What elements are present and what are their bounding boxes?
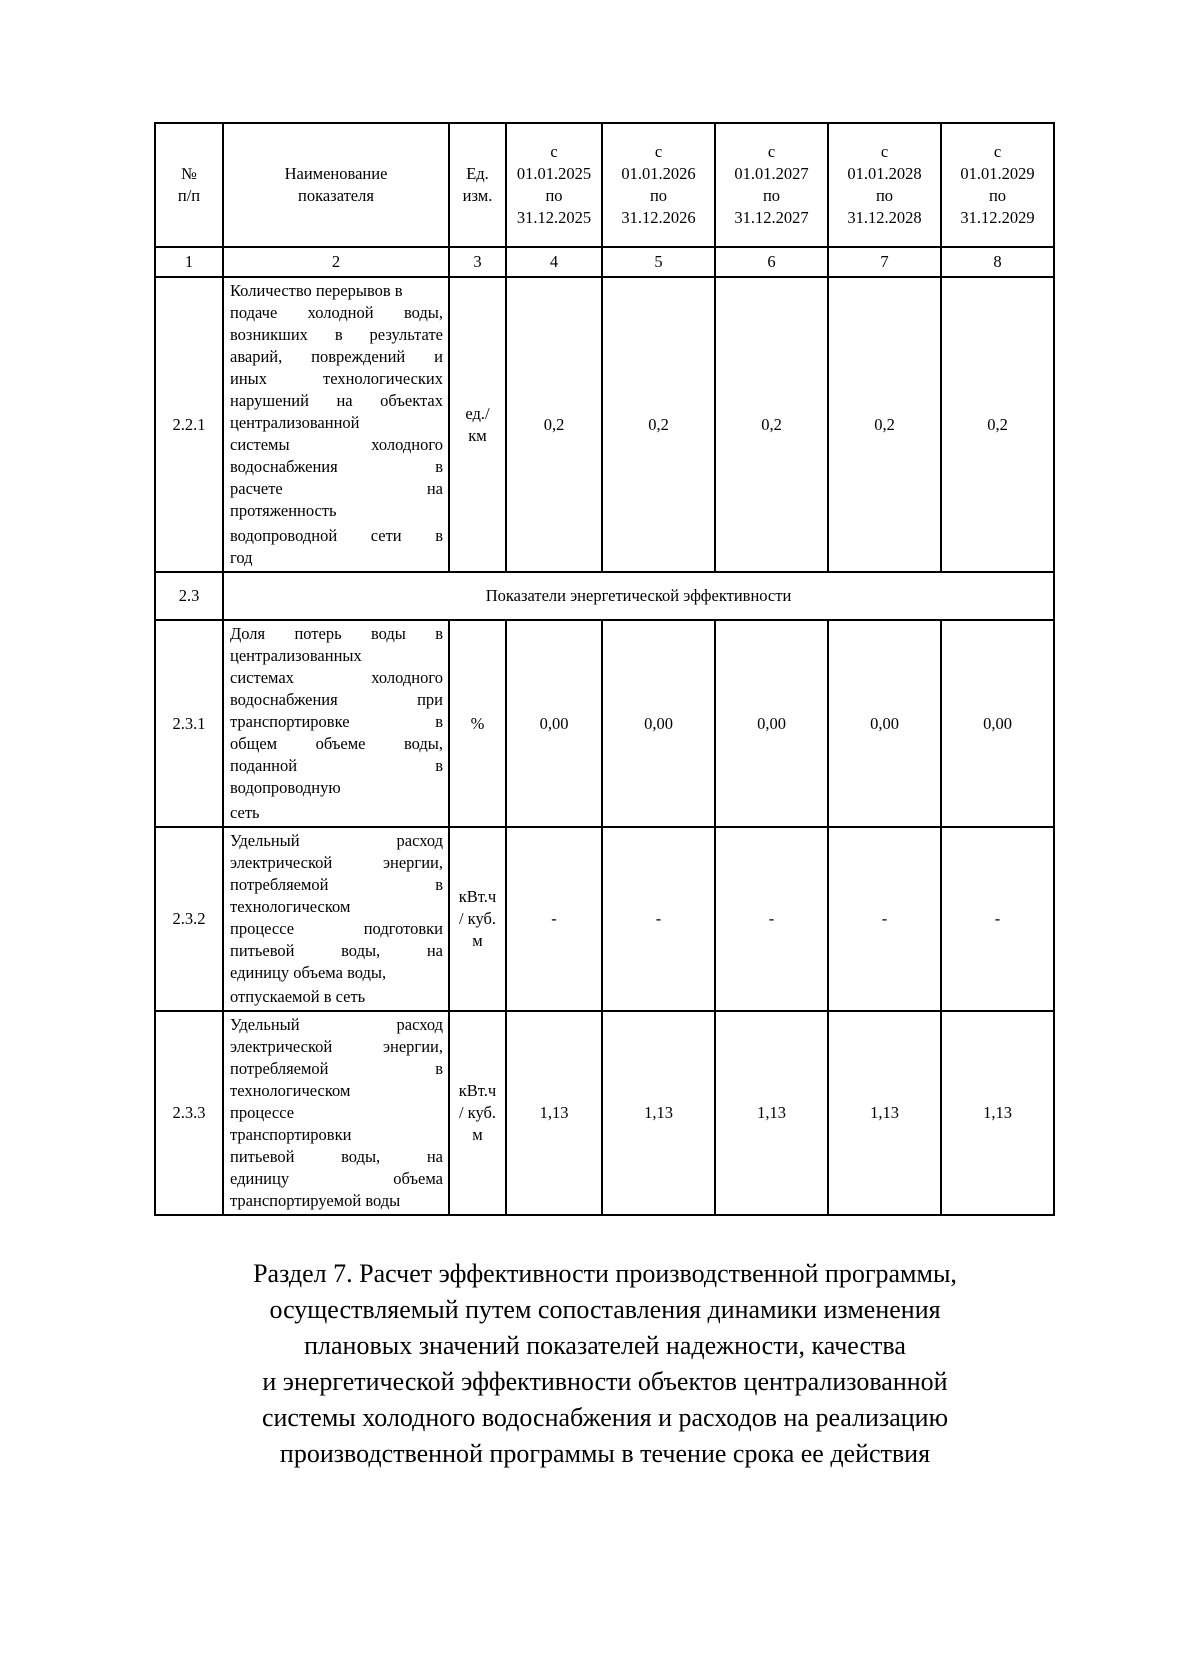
header-period-2028 [828, 123, 941, 247]
value-2029: - [941, 827, 1054, 1011]
period-line: 01.01.2025 [516, 164, 592, 183]
value-2026: - [602, 827, 715, 1011]
indicators-table [154, 122, 1055, 1216]
table-row-2-3-1 [155, 620, 1054, 827]
name-line: транспортировки [230, 1125, 352, 1144]
unit-line: кВт.ч [458, 887, 497, 906]
name-line: аварий, повреждений и [230, 347, 443, 366]
period-line: 01.01.2029 [960, 164, 1035, 183]
row-number: 2.3 [155, 572, 223, 620]
header-unit [449, 123, 506, 247]
section-heading [160, 1256, 1050, 1472]
indicator-name [223, 277, 449, 572]
header-name-line: Наименование [284, 164, 388, 183]
column-number: 7 [828, 247, 941, 277]
period-line: по [545, 186, 563, 205]
period-line: по [649, 186, 668, 205]
name-line: транспортировке в [230, 712, 443, 731]
column-number: 1 [155, 247, 223, 277]
name-line: системах холодного [230, 668, 443, 687]
header-period-2027 [715, 123, 828, 247]
header-period-2025 [506, 123, 602, 247]
value-2027: - [715, 827, 828, 1011]
name-line: водоснабжения при [230, 690, 443, 709]
name-line: электрической энергии, [230, 1037, 443, 1056]
column-number: 6 [715, 247, 828, 277]
unit [449, 1011, 506, 1215]
value-2025: 1,13 [506, 1011, 602, 1215]
section-title: Показатели энергетической эффективности [223, 572, 1054, 620]
heading-line: производственной программы в течение срока ее действия [279, 1439, 931, 1468]
name-line: возникших в результате [230, 325, 443, 344]
row-number: 2.3.2 [155, 827, 223, 1011]
value-2026: 1,13 [602, 1011, 715, 1215]
name-line: технологическом [230, 897, 351, 916]
period-line: 31.12.2029 [960, 208, 1035, 227]
name-line: нарушений на объектах [230, 391, 443, 410]
name-line: питьевой воды, на [230, 1147, 443, 1166]
value-2028: - [828, 827, 941, 1011]
value-2025: 0,2 [506, 277, 602, 572]
value-2028: 0,2 [828, 277, 941, 572]
period-line: 31.12.2026 [621, 208, 696, 227]
unit [449, 827, 506, 1011]
name-line: единицу объема воды, [230, 963, 387, 982]
value-2026: 0,2 [602, 277, 715, 572]
value-2029: 1,13 [941, 1011, 1054, 1215]
period-line: 31.12.2025 [516, 208, 592, 227]
unit-line: / куб. [458, 909, 497, 928]
period-line: с [767, 142, 776, 161]
column-number: 4 [506, 247, 602, 277]
period-line: 31.12.2028 [847, 208, 922, 227]
header-unit-line: изм. [462, 186, 493, 205]
name-line: Количество перерывов в [230, 281, 403, 300]
value-2027: 0,2 [715, 277, 828, 572]
value-2029: 0,2 [941, 277, 1054, 572]
name-line: единицу объема [230, 1169, 443, 1188]
header-name-line: показателя [298, 186, 374, 205]
name-line: Доля потерь воды в [230, 624, 443, 643]
header-period-2026 [602, 123, 715, 247]
period-line: по [875, 186, 894, 205]
period-line: с [993, 142, 1002, 161]
name-line: процессе подготовки [230, 919, 443, 938]
table-row-2-3-3 [155, 1011, 1054, 1215]
indicator-name [223, 827, 449, 1011]
value-2025: 0,00 [506, 620, 602, 827]
value-2028: 0,00 [828, 620, 941, 827]
unit-line: м [472, 1125, 483, 1144]
heading-line: осуществляемый путем сопоставления динамики изменения [269, 1295, 941, 1324]
name-line: Удельный расход [230, 831, 443, 850]
table-row-2-2-1 [155, 277, 1054, 572]
name-line: процессе [230, 1103, 295, 1122]
value-2029: 0,00 [941, 620, 1054, 827]
row-number: 2.3.3 [155, 1011, 223, 1215]
header-number-line: № [181, 164, 197, 183]
value-2028: 1,13 [828, 1011, 941, 1215]
name-line: электрической энергии, [230, 853, 443, 872]
name-line: Удельный расход [230, 1015, 443, 1034]
unit-line: кВт.ч [458, 1081, 497, 1100]
indicator-name [223, 1011, 449, 1215]
value-2027: 1,13 [715, 1011, 828, 1215]
name-line: водоснабжения в [230, 457, 443, 476]
name-line: поданной в [230, 756, 443, 775]
name-line: иных технологических [230, 369, 443, 388]
table-row-section-2-3 [155, 572, 1054, 620]
unit-line: / куб. [458, 1103, 497, 1122]
name-line: потребляемой в [230, 875, 443, 894]
period-line: 01.01.2028 [847, 164, 922, 183]
value-2027: 0,00 [715, 620, 828, 827]
unit-line: ед./ [465, 403, 490, 423]
name-line: подаче холодной воды, [230, 303, 443, 322]
period-line: 01.01.2026 [621, 164, 696, 183]
period-line: 01.01.2027 [734, 164, 809, 183]
heading-line: и энергетической эффективности объектов централизованной [262, 1367, 948, 1396]
header-unit-line: Ед. [466, 164, 489, 183]
name-line: протяженность [230, 501, 337, 520]
name-line: питьевой воды, на [230, 941, 443, 960]
column-number: 3 [449, 247, 506, 277]
name-line: технологическом [230, 1081, 351, 1100]
column-number: 2 [223, 247, 449, 277]
name-line: централизованных [230, 646, 362, 665]
heading-line: Раздел 7. Расчет эффективности производственной программы, [253, 1259, 957, 1288]
period-line: с [654, 142, 663, 161]
name-line: водопроводную [230, 778, 341, 797]
name-line: сеть [230, 803, 260, 822]
name-line: системы холодного [230, 435, 443, 454]
name-line: водопроводной сети в [230, 526, 443, 545]
header-number-line: п/п [177, 186, 201, 205]
header-number [155, 123, 223, 247]
header-period-2029 [941, 123, 1054, 247]
heading-line: системы холодного водоснабжения и расходов на реализацию [261, 1403, 949, 1432]
period-line: с [550, 142, 558, 161]
table-body [155, 123, 1054, 1215]
period-line: по [988, 186, 1007, 205]
table-row-2-3-2 [155, 827, 1054, 1011]
column-numbers-row [155, 247, 1054, 277]
column-number: 5 [602, 247, 715, 277]
name-line: общем объеме воды, [230, 734, 443, 753]
period-line: 31.12.2027 [734, 208, 809, 227]
header-name [223, 123, 449, 247]
period-line: по [762, 186, 781, 205]
name-line: год [230, 548, 253, 567]
name-line: транспортируемой воды [230, 1191, 401, 1210]
row-number: 2.2.1 [155, 277, 223, 572]
unit: % [449, 620, 506, 827]
column-number: 8 [941, 247, 1054, 277]
period-line: с [880, 142, 889, 161]
unit-line: м [472, 931, 483, 950]
indicator-name [223, 620, 449, 827]
heading-line: плановых значений показателей надежности, качества [304, 1331, 906, 1360]
unit [449, 277, 506, 572]
value-2026: 0,00 [602, 620, 715, 827]
row-number: 2.3.1 [155, 620, 223, 827]
name-line: централизованной [230, 413, 360, 432]
name-line: потребляемой в [230, 1059, 443, 1078]
table-header-row [155, 123, 1054, 247]
unit-line: км [468, 425, 487, 445]
name-line: расчете на [230, 479, 443, 498]
name-line: отпускаемой в сеть [230, 987, 366, 1006]
value-2025: - [506, 827, 602, 1011]
